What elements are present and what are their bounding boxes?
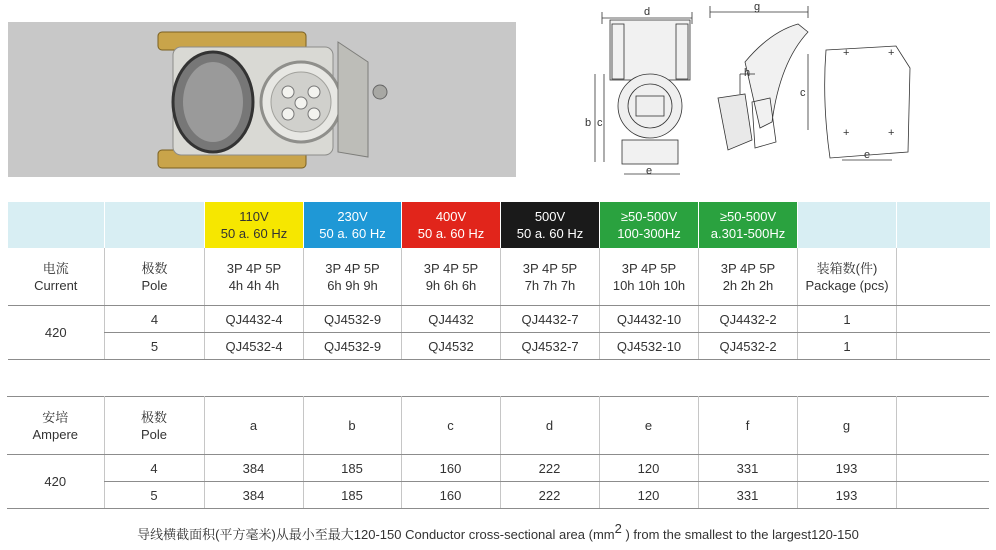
dim-label-e: e	[646, 165, 653, 177]
dim-value: 331	[698, 482, 797, 509]
blank-cell	[896, 455, 989, 482]
dimension-label-row	[7, 397, 989, 455]
model-code: QJ4532-10	[600, 333, 699, 360]
table-row	[7, 482, 989, 509]
label-row	[8, 248, 990, 306]
header-blank	[105, 202, 205, 248]
pole-hours-230v: 3P 4P 5P 6h 9h 9h	[304, 248, 402, 306]
package-value: 1	[798, 333, 897, 360]
model-code: QJ4532-9	[304, 333, 402, 360]
dimension-drawing	[540, 2, 996, 180]
dim-value: 222	[500, 482, 599, 509]
blank-cell	[896, 482, 989, 509]
model-code: QJ4432-10	[600, 306, 699, 333]
dim-header-b: b	[303, 397, 401, 455]
dim-value: 193	[797, 482, 896, 509]
current-label: 电流 Current	[8, 248, 105, 306]
dim-label-c: c	[597, 117, 603, 129]
dim-header-e: e	[599, 397, 698, 455]
model-code: QJ4432	[402, 306, 501, 333]
product-photo	[8, 22, 516, 177]
dim-label-b: b	[585, 117, 592, 129]
dim-value: 160	[401, 455, 500, 482]
dim-value: 120	[599, 455, 698, 482]
svg-text:+: +	[888, 47, 895, 59]
pole-hours-110v: 3P 4P 5P 4h 4h 4h	[205, 248, 304, 306]
pole-label: 极数 Pole	[105, 248, 205, 306]
header-blank	[798, 202, 897, 248]
dim-value: 331	[698, 455, 797, 482]
table-row	[8, 333, 990, 360]
voltage-400v: 400V 50 a. 60 Hz	[402, 202, 501, 248]
voltage-header-row	[8, 202, 990, 248]
dim-value: 185	[303, 455, 401, 482]
ampere-value: 420	[7, 455, 104, 509]
dim-header-a: a	[204, 397, 303, 455]
svg-text:+: +	[843, 47, 850, 59]
blank-cell	[897, 333, 990, 360]
header-blank	[8, 202, 105, 248]
dim-label-c2: c	[800, 87, 806, 99]
voltage-230v: 230V 50 a. 60 Hz	[304, 202, 402, 248]
voltage-50-500v-100-300hz: ≥50-500V 100-300Hz	[600, 202, 699, 248]
blank-cell	[897, 248, 990, 306]
dim-value: 384	[204, 482, 303, 509]
svg-text:+: +	[888, 127, 895, 139]
pole-value: 4	[104, 455, 204, 482]
model-table	[7, 202, 990, 360]
voltage-50-500v-301-500hz: ≥50-500V a.301-500Hz	[699, 202, 798, 248]
voltage-500v: 500V 50 a. 60 Hz	[501, 202, 600, 248]
ampere-label: 安培 Ampere	[7, 397, 104, 455]
model-code: QJ4532-9	[304, 306, 402, 333]
dim-header-g: g	[797, 397, 896, 455]
package-value: 1	[798, 306, 897, 333]
blank-cell	[896, 397, 989, 455]
pole-value: 4	[105, 306, 205, 333]
current-value: 420	[8, 306, 105, 360]
pole-hours-500v: 3P 4P 5P 7h 7h 7h	[501, 248, 600, 306]
model-code: QJ4432-2	[699, 306, 798, 333]
footnote-text: 导线横截面积(平方毫米)从最小至最大120-150 Conductor cross-sectional area (mm	[137, 527, 615, 542]
dim-value: 120	[599, 482, 698, 509]
dim-label-g: g	[754, 2, 761, 13]
model-code: QJ4432-7	[501, 306, 600, 333]
dim-value: 193	[797, 455, 896, 482]
pole-value: 5	[104, 482, 204, 509]
dimension-table	[7, 396, 989, 509]
dim-label-d: d	[644, 6, 651, 18]
dim-header-c: c	[401, 397, 500, 455]
model-code: QJ4432-4	[205, 306, 304, 333]
dim-value: 185	[303, 482, 401, 509]
footnote-superscript: 2	[614, 521, 622, 536]
header-blank	[897, 202, 990, 248]
dim-value: 384	[204, 455, 303, 482]
dim-header-d: d	[500, 397, 599, 455]
voltage-110v: 110V 50 a. 60 Hz	[205, 202, 304, 248]
conductor-footnote	[0, 521, 996, 543]
dim-label-e2: e	[864, 149, 871, 161]
package-label: 装箱数(件) Package (pcs)	[798, 248, 897, 306]
footnote-tail: ) from the smallest to the largest120-150	[621, 527, 859, 542]
dim-value: 160	[401, 482, 500, 509]
dim-header-f: f	[698, 397, 797, 455]
pole-value: 5	[105, 333, 205, 360]
svg-text:+: +	[843, 127, 850, 139]
pole-hours-400v: 3P 4P 5P 9h 6h 6h	[402, 248, 501, 306]
model-code: QJ4532-7	[501, 333, 600, 360]
pole-hours-301-500hz: 3P 4P 5P 2h 2h 2h	[699, 248, 798, 306]
dim-value: 222	[500, 455, 599, 482]
model-code: QJ4532-2	[699, 333, 798, 360]
table-row	[8, 306, 990, 333]
dim-label-h: h	[744, 67, 751, 79]
model-code: QJ4532-4	[205, 333, 304, 360]
pole-label: 极数 Pole	[104, 397, 204, 455]
table-row	[7, 455, 989, 482]
model-code: QJ4532	[402, 333, 501, 360]
blank-cell	[897, 306, 990, 333]
pole-hours-100-300hz: 3P 4P 5P 10h 10h 10h	[600, 248, 699, 306]
